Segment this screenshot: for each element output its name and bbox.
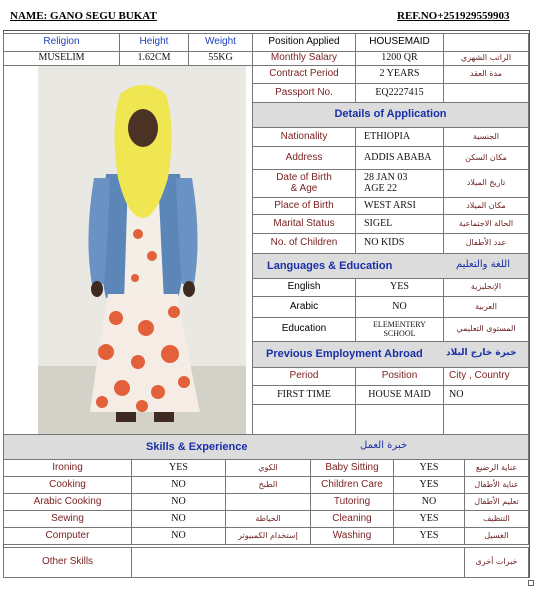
languages-section-title: Languages & Education: [267, 260, 393, 272]
skill-label: Baby Sitting: [310, 459, 394, 477]
language-value: ELEMENTERY SCHOOL: [355, 317, 444, 342]
language-label: Arabic: [252, 296, 356, 318]
skill-label-ar: الخياطة: [225, 510, 311, 528]
detail-label: Address: [252, 146, 356, 170]
skill-label: Sewing: [3, 510, 132, 528]
detail-value: WEST ARSI: [355, 197, 444, 215]
employment-empty-cell: [252, 404, 356, 435]
field-value: 1200 QR: [355, 51, 444, 66]
skill-label-ar: عناية الرضيع: [464, 459, 529, 477]
skill-value: YES: [393, 459, 465, 477]
languages-section-title-ar: اللغة والتعليم: [456, 259, 510, 270]
field-label: Monthly Salary: [252, 51, 356, 66]
language-label-ar: الإنجليزية: [443, 278, 529, 297]
detail-label: Place of Birth: [252, 197, 356, 215]
detail-value: ADDIS ABABA: [355, 146, 444, 170]
position-col-header: Position: [355, 367, 444, 386]
position-applied-label: Position Applied: [252, 33, 356, 52]
skill-value: NO: [393, 493, 465, 511]
field-label-ar: مدة العقد: [443, 65, 529, 84]
field-label: Passport No.: [252, 83, 356, 103]
skill-label: Cleaning: [310, 510, 394, 528]
language-label: Education: [252, 317, 356, 342]
skill-value: YES: [393, 527, 465, 545]
skill-label-ar: الطبخ: [225, 476, 311, 494]
detail-value: ETHIOPIA: [355, 127, 444, 147]
skill-label: Cooking: [3, 476, 132, 494]
employment-empty-cell: [355, 404, 444, 435]
skill-value: NO: [131, 527, 226, 545]
position-applied-value: HOUSEMAID: [355, 33, 444, 52]
photo-cell: [3, 65, 253, 435]
skill-label: Children Care: [310, 476, 394, 494]
position-ar-cell: [443, 33, 529, 52]
skill-label-ar: تعليم الأطفال: [464, 493, 529, 511]
skill-label-ar: [225, 493, 311, 511]
skill-label-ar: الكوي: [225, 459, 311, 477]
field-value: EQ2227415: [355, 83, 444, 103]
detail-value: 28 JAN 03 AGE 22: [355, 169, 444, 198]
field-label-ar: الراتب الشهري: [443, 51, 529, 66]
detail-value: NO KIDS: [355, 233, 444, 254]
detail-label: Nationality: [252, 127, 356, 147]
skill-value: YES: [393, 476, 465, 494]
skill-value: NO: [131, 493, 226, 511]
detail-value: SIGEL: [355, 214, 444, 234]
field-label-ar: [443, 83, 529, 103]
other-skills-value: [131, 547, 465, 578]
detail-label-ar: عدد الأطفال: [443, 233, 529, 254]
detail-label-ar: الجنسية: [443, 127, 529, 147]
detail-label-ar: تاريخ الميلاد: [443, 169, 529, 198]
language-value: NO: [355, 296, 444, 318]
height-label: Height: [119, 33, 189, 52]
skill-label: Arabic Cooking: [3, 493, 132, 511]
language-label-ar: العربية: [443, 296, 529, 318]
other-skills-label: Other Skills: [3, 547, 132, 578]
skill-value: NO: [131, 510, 226, 528]
detail-label-ar: مكان السكن: [443, 146, 529, 170]
place-col-header: City , Country: [443, 367, 529, 386]
language-label: English: [252, 278, 356, 297]
skill-label: Washing: [310, 527, 394, 545]
field-label: Contract Period: [252, 65, 356, 84]
religion-label: Religion: [3, 33, 120, 52]
employment-section-title: Previous Employment Abroad: [266, 348, 423, 360]
skill-label-ar: التنظيف: [464, 510, 529, 528]
employment-place: NO: [443, 385, 529, 405]
skill-label: Tutoring: [310, 493, 394, 511]
detail-label: Marital Status: [252, 214, 356, 234]
detail-label: No. of Children: [252, 233, 356, 254]
detail-label: Date of Birth & Age: [252, 169, 356, 198]
skill-value: YES: [131, 459, 226, 477]
language-value: YES: [355, 278, 444, 297]
candidate-name: NAME: GANO SEGU BUKAT: [10, 10, 157, 22]
reference-number: REF.NO+251929559903: [397, 10, 510, 22]
skill-value: NO: [131, 476, 226, 494]
field-value: 2 YEARS: [355, 65, 444, 84]
employment-period: FIRST TIME: [252, 385, 356, 405]
skill-value: YES: [393, 510, 465, 528]
skill-label-ar: عناية الأطفال: [464, 476, 529, 494]
skills-section-title: Skills & Experience: [146, 441, 248, 453]
skills-section-title-ar: خبرة العمل: [360, 440, 408, 451]
period-col-header: Period: [252, 367, 356, 386]
weight-value: 55KG: [188, 51, 253, 66]
skill-label: Ironing: [3, 459, 132, 477]
employment-empty-cell: [443, 404, 529, 435]
resize-handle[interactable]: [528, 580, 534, 586]
other-skills-label-ar: خبرات أخرى: [464, 547, 529, 578]
skill-label-ar: الغسيل: [464, 527, 529, 545]
skills-section: [3, 434, 529, 460]
detail-label-ar: الحالة الاجتماعية: [443, 214, 529, 234]
skill-label: Computer: [3, 527, 132, 545]
language-label-ar: المستوى التعليمي: [443, 317, 529, 342]
weight-label: Weight: [188, 33, 253, 52]
religion-value: MUSELIM: [3, 51, 120, 66]
skill-label-ar: إستخدام الكمبيوتر: [225, 527, 311, 545]
detail-label-ar: مكان الميلاد: [443, 197, 529, 215]
details-section-title: Details of Application: [252, 102, 529, 128]
height-value: 1.62CM: [119, 51, 189, 66]
employment-position: HOUSE MAID: [355, 385, 444, 405]
employment-section-title-ar: خبرة خارج البلاد: [446, 348, 517, 358]
